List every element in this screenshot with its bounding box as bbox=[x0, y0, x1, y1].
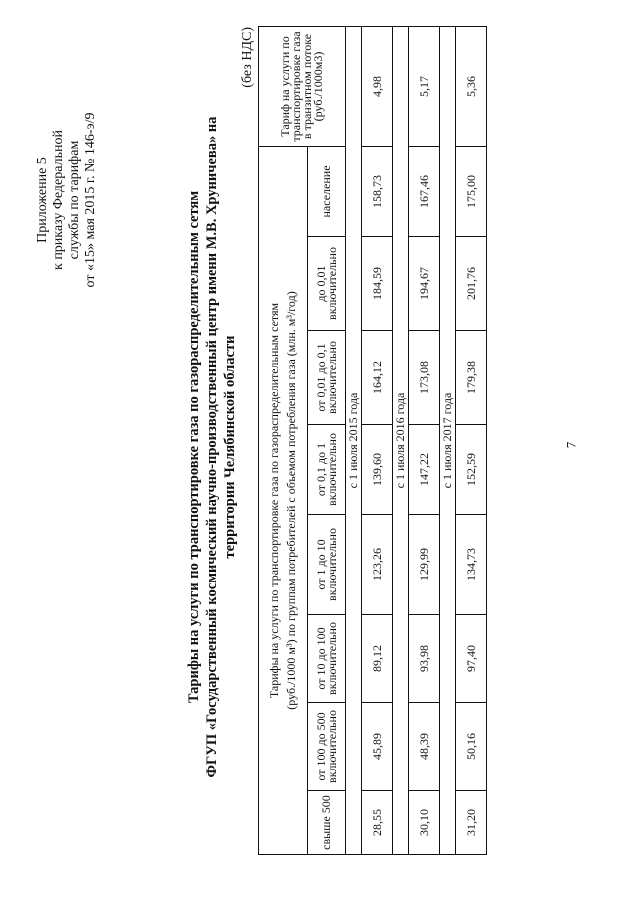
table-cell: 139,60 bbox=[362, 425, 393, 515]
table-cell: 89,12 bbox=[362, 615, 393, 703]
table-cell: 134,73 bbox=[456, 515, 487, 615]
period-label: с 1 июля 2017 года bbox=[440, 26, 456, 854]
transit-cell: 5,36 bbox=[456, 26, 487, 146]
appendix-line: Приложение 5 bbox=[35, 157, 50, 243]
column-header: население bbox=[308, 146, 346, 236]
table-cell: 45,89 bbox=[362, 703, 393, 791]
appendix-line: от «15» мая 2015 г. № 146-э/9 bbox=[83, 112, 98, 288]
column-header: свыше 500 bbox=[308, 791, 346, 855]
table-cell: 129,99 bbox=[409, 515, 440, 615]
period-label: с 1 июля 2015 года bbox=[346, 26, 362, 854]
table-cell: 123,26 bbox=[362, 515, 393, 615]
table-cell: 147,22 bbox=[409, 425, 440, 515]
column-header: до 0,01 включительно bbox=[308, 237, 346, 331]
group-header bbox=[259, 146, 308, 854]
transit-header: Тариф на услуги по транспортировке газа в транзитном потоке (руб./1000м3) bbox=[259, 26, 346, 146]
column-header: от 100 до 500 включительно bbox=[308, 703, 346, 791]
column-header: от 1 до 10 включительно bbox=[308, 515, 346, 615]
table-cell: 97,40 bbox=[456, 615, 487, 703]
appendix-line: к приказу Федеральной bbox=[51, 130, 66, 270]
appendix-block bbox=[35, 85, 99, 315]
column-header: от 0,01 до 0,1 включительно bbox=[308, 331, 346, 425]
transit-cell: 5,17 bbox=[409, 26, 440, 146]
table-cell: 48,39 bbox=[409, 703, 440, 791]
document-heading bbox=[185, 27, 239, 867]
heading-line: территории Челябинской области bbox=[222, 335, 238, 559]
rotated-document-page bbox=[25, 7, 585, 887]
table-cell: 184,59 bbox=[362, 237, 393, 331]
period-label: с 1 июля 2016 года bbox=[393, 26, 409, 854]
table-cell: 164,12 bbox=[362, 331, 393, 425]
table-cell: 152,59 bbox=[456, 425, 487, 515]
table-cell: 93,98 bbox=[409, 615, 440, 703]
heading-line: ФГУП «Государственный космический научно-производственный центр имени М.В. Хруничева» на bbox=[204, 116, 220, 778]
transit-cell: 4,98 bbox=[362, 26, 393, 146]
table-cell: 28,55 bbox=[362, 791, 393, 855]
page-number: 7 bbox=[563, 441, 579, 449]
group-header-line: (руб./1000 м³) по группам потребителей с объемом потребления газа (млн. м³/год) bbox=[284, 291, 298, 710]
column-header: от 10 до 100 включительно bbox=[308, 615, 346, 703]
table-cell: 201,76 bbox=[456, 237, 487, 331]
table-cell: 31,20 bbox=[456, 791, 487, 855]
table-cell: 30,10 bbox=[409, 791, 440, 855]
group-header-line: Тарифы на услуги по транспортировке газа по газораспределительным сетям bbox=[267, 302, 281, 699]
vat-note: (без НДС) bbox=[240, 27, 255, 88]
table-cell: 194,67 bbox=[409, 237, 440, 331]
table-row bbox=[362, 26, 393, 854]
table-row bbox=[409, 26, 440, 854]
table-cell: 173,08 bbox=[409, 331, 440, 425]
tariff-table bbox=[258, 26, 487, 855]
heading-line: Тарифы на услуги по транспортировке газа по газораспределительным сетям bbox=[186, 190, 202, 704]
column-header: от 0,1 до 1 включительно bbox=[308, 425, 346, 515]
table-row bbox=[456, 26, 487, 854]
table-cell: 167,46 bbox=[409, 146, 440, 236]
table-cell: 175,00 bbox=[456, 146, 487, 236]
table-cell: 50,16 bbox=[456, 703, 487, 791]
table-cell: 179,38 bbox=[456, 331, 487, 425]
table-cell: 158,73 bbox=[362, 146, 393, 236]
appendix-line: службы по тарифам bbox=[67, 140, 82, 260]
